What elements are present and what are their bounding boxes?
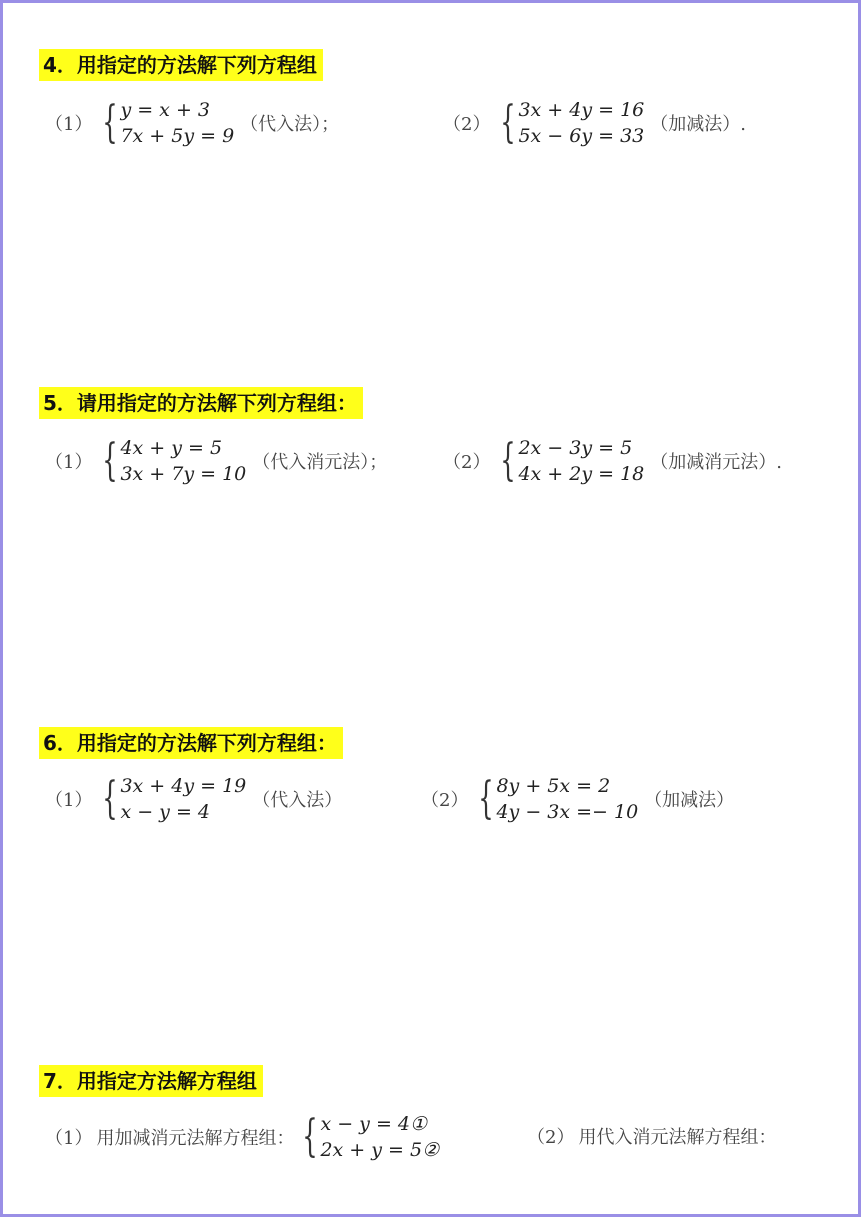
equation-2: 4x + 2y = 18 xyxy=(518,463,645,485)
equation-1: 3x + 4y = 16 xyxy=(518,99,645,121)
problem-label: （2） xyxy=(421,790,469,811)
problem-label: （2） xyxy=(443,114,491,135)
left-brace-icon: { xyxy=(500,435,517,486)
problem-label: （1） xyxy=(45,790,93,811)
method-note: （代入消元法）； xyxy=(252,452,388,473)
equation-1: 4x + y = 5 xyxy=(120,437,223,459)
problem-4-1 xyxy=(45,97,339,149)
equation-2: 7x + 5y = 9 xyxy=(120,125,235,147)
instruction-text: 用加减消元法解方程组： xyxy=(96,1128,295,1149)
equation-1: x − y = 4① xyxy=(320,1113,428,1135)
section-7-heading: 7．用指定方法解方程组 xyxy=(39,1065,263,1097)
problem-5-2 xyxy=(443,435,782,487)
problem-label: （2） xyxy=(527,1127,575,1148)
method-note: （加减消元法）. xyxy=(650,452,782,473)
problem-7-1 xyxy=(45,1111,439,1163)
equation-system xyxy=(518,435,644,487)
problem-7-2 xyxy=(527,1123,778,1149)
problem-6-1 xyxy=(45,773,342,825)
equation-system xyxy=(518,97,644,149)
left-brace-icon: { xyxy=(478,773,495,824)
equation-system xyxy=(120,773,246,825)
section-4-heading: 4．用指定的方法解下列方程组 xyxy=(39,49,323,81)
equation-1: 2x − 3y = 5 xyxy=(518,437,633,459)
equation-1: 8y + 5x = 2 xyxy=(496,775,611,797)
equation-2: 5x − 6y = 33 xyxy=(518,125,645,147)
left-brace-icon: { xyxy=(500,97,517,148)
equation-system xyxy=(120,435,246,487)
problem-6-2 xyxy=(421,773,734,825)
left-brace-icon: { xyxy=(302,1111,319,1162)
problem-4-2 xyxy=(443,97,746,149)
equation-system xyxy=(496,773,638,825)
problem-label: （1） xyxy=(45,1128,93,1149)
problem-label: （1） xyxy=(45,114,93,135)
equation-2: 4y − 3x =− 10 xyxy=(496,801,639,823)
problem-label: （2） xyxy=(443,452,491,473)
left-brace-icon: { xyxy=(102,97,119,148)
equation-system xyxy=(320,1111,439,1163)
problem-label: （1） xyxy=(45,452,93,473)
equation-2: 2x + y = 5② xyxy=(320,1139,440,1161)
equation-2: 3x + 7y = 10 xyxy=(120,463,247,485)
left-brace-icon: { xyxy=(102,435,119,486)
method-note: （加减法）. xyxy=(650,114,746,135)
left-brace-icon: { xyxy=(102,773,119,824)
instruction-text: 用代入消元法解方程组： xyxy=(578,1127,777,1148)
equation-1: y = x + 3 xyxy=(120,99,210,121)
method-note: （加减法） xyxy=(644,790,735,811)
equation-2: x − y = 4 xyxy=(120,801,210,823)
method-note: （代入法） xyxy=(252,790,343,811)
equation-1: 3x + 4y = 19 xyxy=(120,775,247,797)
section-5-heading: 5．请用指定的方法解下列方程组： xyxy=(39,387,363,419)
section-6-heading: 6．用指定的方法解下列方程组： xyxy=(39,727,343,759)
method-note: （代入法）； xyxy=(240,114,340,135)
problem-5-1 xyxy=(45,435,387,487)
equation-system xyxy=(120,97,234,149)
